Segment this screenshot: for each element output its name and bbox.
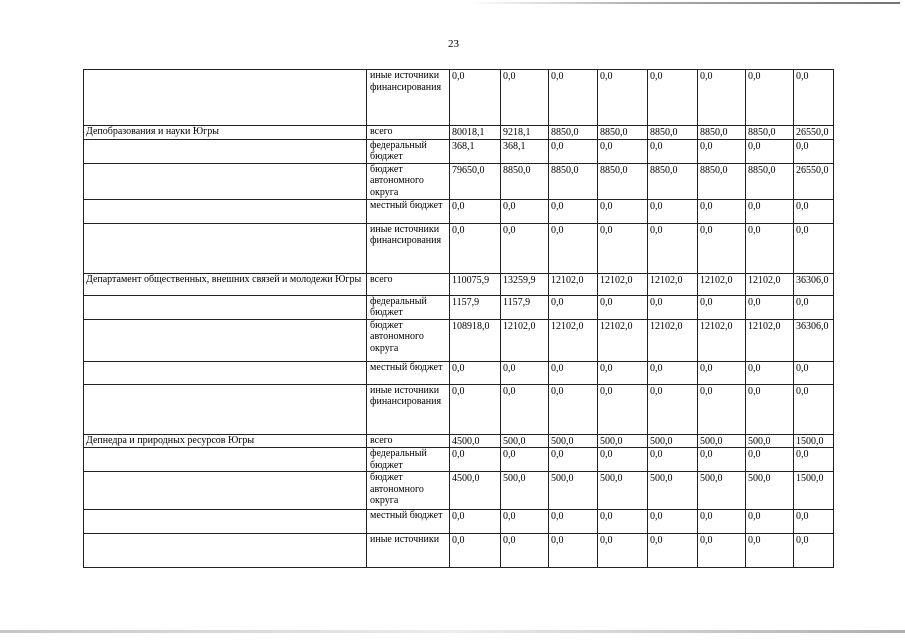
value-cell: 0,0 xyxy=(794,295,834,319)
page-number: 23 xyxy=(448,38,459,50)
value-cell: 0,0 xyxy=(648,534,698,568)
value-cell: 0,0 xyxy=(746,448,794,472)
value-cell: 4500,0 xyxy=(450,472,501,510)
org-cell xyxy=(84,534,367,568)
table-row xyxy=(84,139,834,163)
value-cell: 0,0 xyxy=(794,361,834,384)
value-cell: 8850,0 xyxy=(698,163,746,199)
value-cell: 0,0 xyxy=(648,384,698,434)
source-cell: всего xyxy=(367,126,450,140)
value-cell: 108918,0 xyxy=(450,319,501,361)
value-cell: 0,0 xyxy=(450,361,501,384)
value-cell: 500,0 xyxy=(598,472,648,510)
value-cell: 0,0 xyxy=(598,361,648,384)
table-row xyxy=(84,199,834,223)
org-cell xyxy=(84,199,367,223)
value-cell: 368,1 xyxy=(501,139,549,163)
value-cell: 0,0 xyxy=(598,295,648,319)
value-cell: 0,0 xyxy=(648,510,698,534)
value-cell: 0,0 xyxy=(450,448,501,472)
table-row xyxy=(84,534,834,568)
value-cell: 500,0 xyxy=(746,434,794,448)
value-cell: 1157,9 xyxy=(501,295,549,319)
value-cell: 0,0 xyxy=(501,448,549,472)
table-row xyxy=(84,163,834,199)
table-row xyxy=(84,319,834,361)
value-cell: 0,0 xyxy=(501,223,549,273)
value-cell: 0,0 xyxy=(501,534,549,568)
value-cell: 8850,0 xyxy=(698,126,746,140)
value-cell: 12102,0 xyxy=(549,319,598,361)
value-cell: 0,0 xyxy=(698,199,746,223)
value-cell: 500,0 xyxy=(501,472,549,510)
value-cell: 1500,0 xyxy=(794,472,834,510)
value-cell: 0,0 xyxy=(549,139,598,163)
value-cell: 36306,0 xyxy=(794,273,834,295)
value-cell: 0,0 xyxy=(598,448,648,472)
source-cell: иные источники финансирования xyxy=(367,70,450,126)
source-cell: иные источники финансирования xyxy=(367,384,450,434)
value-cell: 500,0 xyxy=(698,434,746,448)
value-cell: 0,0 xyxy=(450,510,501,534)
table-row xyxy=(84,223,834,273)
value-cell: 0,0 xyxy=(698,361,746,384)
value-cell: 0,0 xyxy=(746,510,794,534)
value-cell: 8850,0 xyxy=(598,126,648,140)
source-cell: всего xyxy=(367,434,450,448)
table-row xyxy=(84,434,834,448)
value-cell: 500,0 xyxy=(501,434,549,448)
value-cell: 36306,0 xyxy=(794,319,834,361)
value-cell: 8850,0 xyxy=(549,126,598,140)
value-cell: 0,0 xyxy=(794,534,834,568)
value-cell: 12102,0 xyxy=(549,273,598,295)
table-row xyxy=(84,472,834,510)
value-cell: 0,0 xyxy=(598,199,648,223)
value-cell: 8850,0 xyxy=(598,163,648,199)
value-cell: 500,0 xyxy=(549,434,598,448)
value-cell: 0,0 xyxy=(698,223,746,273)
value-cell: 0,0 xyxy=(698,384,746,434)
value-cell: 4500,0 xyxy=(450,434,501,448)
value-cell: 0,0 xyxy=(549,510,598,534)
value-cell: 8850,0 xyxy=(648,126,698,140)
value-cell: 12102,0 xyxy=(746,319,794,361)
value-cell: 0,0 xyxy=(746,295,794,319)
value-cell: 0,0 xyxy=(598,223,648,273)
value-cell: 0,0 xyxy=(501,199,549,223)
source-cell: бюджет автономного округа xyxy=(367,319,450,361)
source-cell: всего xyxy=(367,273,450,295)
table-row xyxy=(84,384,834,434)
value-cell: 0,0 xyxy=(501,70,549,126)
value-cell: 0,0 xyxy=(450,70,501,126)
table-row xyxy=(84,448,834,472)
value-cell: 12102,0 xyxy=(746,273,794,295)
source-cell: иные источники xyxy=(367,534,450,568)
value-cell: 0,0 xyxy=(598,70,648,126)
org-cell xyxy=(84,448,367,472)
value-cell: 0,0 xyxy=(698,510,746,534)
value-cell: 500,0 xyxy=(648,472,698,510)
table-row xyxy=(84,295,834,319)
value-cell: 0,0 xyxy=(746,223,794,273)
value-cell: 12102,0 xyxy=(648,319,698,361)
org-cell xyxy=(84,472,367,510)
value-cell: 0,0 xyxy=(794,384,834,434)
value-cell: 0,0 xyxy=(549,534,598,568)
source-cell: местный бюджет xyxy=(367,199,450,223)
value-cell: 500,0 xyxy=(648,434,698,448)
value-cell: 0,0 xyxy=(450,223,501,273)
value-cell: 80018,1 xyxy=(450,126,501,140)
value-cell: 1500,0 xyxy=(794,434,834,448)
value-cell: 0,0 xyxy=(746,199,794,223)
org-cell xyxy=(84,295,367,319)
value-cell: 0,0 xyxy=(648,448,698,472)
table-row xyxy=(84,510,834,534)
org-cell: Департамент общественных, внешних связей и молодежи Югры xyxy=(84,273,367,295)
value-cell: 12102,0 xyxy=(698,319,746,361)
value-cell: 0,0 xyxy=(648,295,698,319)
value-cell: 0,0 xyxy=(450,384,501,434)
value-cell: 0,0 xyxy=(549,223,598,273)
org-cell xyxy=(84,319,367,361)
value-cell: 0,0 xyxy=(549,384,598,434)
value-cell: 12102,0 xyxy=(598,273,648,295)
value-cell: 13259,9 xyxy=(501,273,549,295)
table-row xyxy=(84,273,834,295)
source-cell: бюджет автономного округа xyxy=(367,472,450,510)
value-cell: 368,1 xyxy=(450,139,501,163)
value-cell: 110075,9 xyxy=(450,273,501,295)
value-cell: 0,0 xyxy=(794,223,834,273)
value-cell: 0,0 xyxy=(450,534,501,568)
value-cell: 0,0 xyxy=(501,361,549,384)
value-cell: 0,0 xyxy=(501,510,549,534)
value-cell: 1157,9 xyxy=(450,295,501,319)
value-cell: 0,0 xyxy=(549,361,598,384)
table-row xyxy=(84,126,834,140)
value-cell: 500,0 xyxy=(698,472,746,510)
value-cell: 0,0 xyxy=(648,199,698,223)
value-cell: 0,0 xyxy=(648,223,698,273)
value-cell: 0,0 xyxy=(746,361,794,384)
value-cell: 12102,0 xyxy=(501,319,549,361)
value-cell: 0,0 xyxy=(648,139,698,163)
value-cell: 8850,0 xyxy=(746,163,794,199)
org-cell xyxy=(84,70,367,126)
value-cell: 8850,0 xyxy=(746,126,794,140)
value-cell: 0,0 xyxy=(598,139,648,163)
value-cell: 0,0 xyxy=(698,295,746,319)
value-cell: 0,0 xyxy=(549,448,598,472)
value-cell: 0,0 xyxy=(549,295,598,319)
org-cell xyxy=(84,384,367,434)
value-cell: 8850,0 xyxy=(549,163,598,199)
source-cell: федеральный бюджет xyxy=(367,295,450,319)
source-cell: федеральный бюджет xyxy=(367,139,450,163)
scan-artifact-top xyxy=(470,2,900,4)
value-cell: 0,0 xyxy=(794,510,834,534)
value-cell: 0,0 xyxy=(549,70,598,126)
value-cell: 0,0 xyxy=(598,510,648,534)
org-cell xyxy=(84,510,367,534)
table-row xyxy=(84,361,834,384)
org-cell xyxy=(84,163,367,199)
value-cell: 0,0 xyxy=(501,384,549,434)
org-cell: Депобразования и науки Югры xyxy=(84,126,367,140)
org-cell xyxy=(84,223,367,273)
value-cell: 8850,0 xyxy=(648,163,698,199)
value-cell: 0,0 xyxy=(598,384,648,434)
source-cell: местный бюджет xyxy=(367,361,450,384)
value-cell: 0,0 xyxy=(698,448,746,472)
funding-table xyxy=(83,69,834,568)
value-cell: 9218,1 xyxy=(501,126,549,140)
org-cell xyxy=(84,361,367,384)
value-cell: 12102,0 xyxy=(698,273,746,295)
value-cell: 0,0 xyxy=(794,70,834,126)
value-cell: 12102,0 xyxy=(598,319,648,361)
value-cell: 8850,0 xyxy=(501,163,549,199)
value-cell: 500,0 xyxy=(549,472,598,510)
value-cell: 0,0 xyxy=(746,534,794,568)
value-cell: 0,0 xyxy=(698,534,746,568)
value-cell: 0,0 xyxy=(648,361,698,384)
value-cell: 0,0 xyxy=(794,199,834,223)
table-row xyxy=(84,70,834,126)
value-cell: 0,0 xyxy=(746,139,794,163)
source-cell: бюджет автономного округа xyxy=(367,163,450,199)
value-cell: 26550,0 xyxy=(794,163,834,199)
value-cell: 0,0 xyxy=(698,70,746,126)
value-cell: 0,0 xyxy=(794,139,834,163)
value-cell: 26550,0 xyxy=(794,126,834,140)
source-cell: иные источники финансирования xyxy=(367,223,450,273)
value-cell: 0,0 xyxy=(746,384,794,434)
org-cell xyxy=(84,139,367,163)
value-cell: 79650,0 xyxy=(450,163,501,199)
value-cell: 0,0 xyxy=(746,70,794,126)
value-cell: 0,0 xyxy=(450,199,501,223)
value-cell: 500,0 xyxy=(598,434,648,448)
scan-artifact-bottom xyxy=(0,630,905,633)
value-cell: 500,0 xyxy=(746,472,794,510)
value-cell: 12102,0 xyxy=(648,273,698,295)
value-cell: 0,0 xyxy=(648,70,698,126)
org-cell: Депнедра и природных ресурсов Югры xyxy=(84,434,367,448)
value-cell: 0,0 xyxy=(698,139,746,163)
value-cell: 0,0 xyxy=(598,534,648,568)
source-cell: федеральный бюджет xyxy=(367,448,450,472)
source-cell: местный бюджет xyxy=(367,510,450,534)
value-cell: 0,0 xyxy=(794,448,834,472)
value-cell: 0,0 xyxy=(549,199,598,223)
